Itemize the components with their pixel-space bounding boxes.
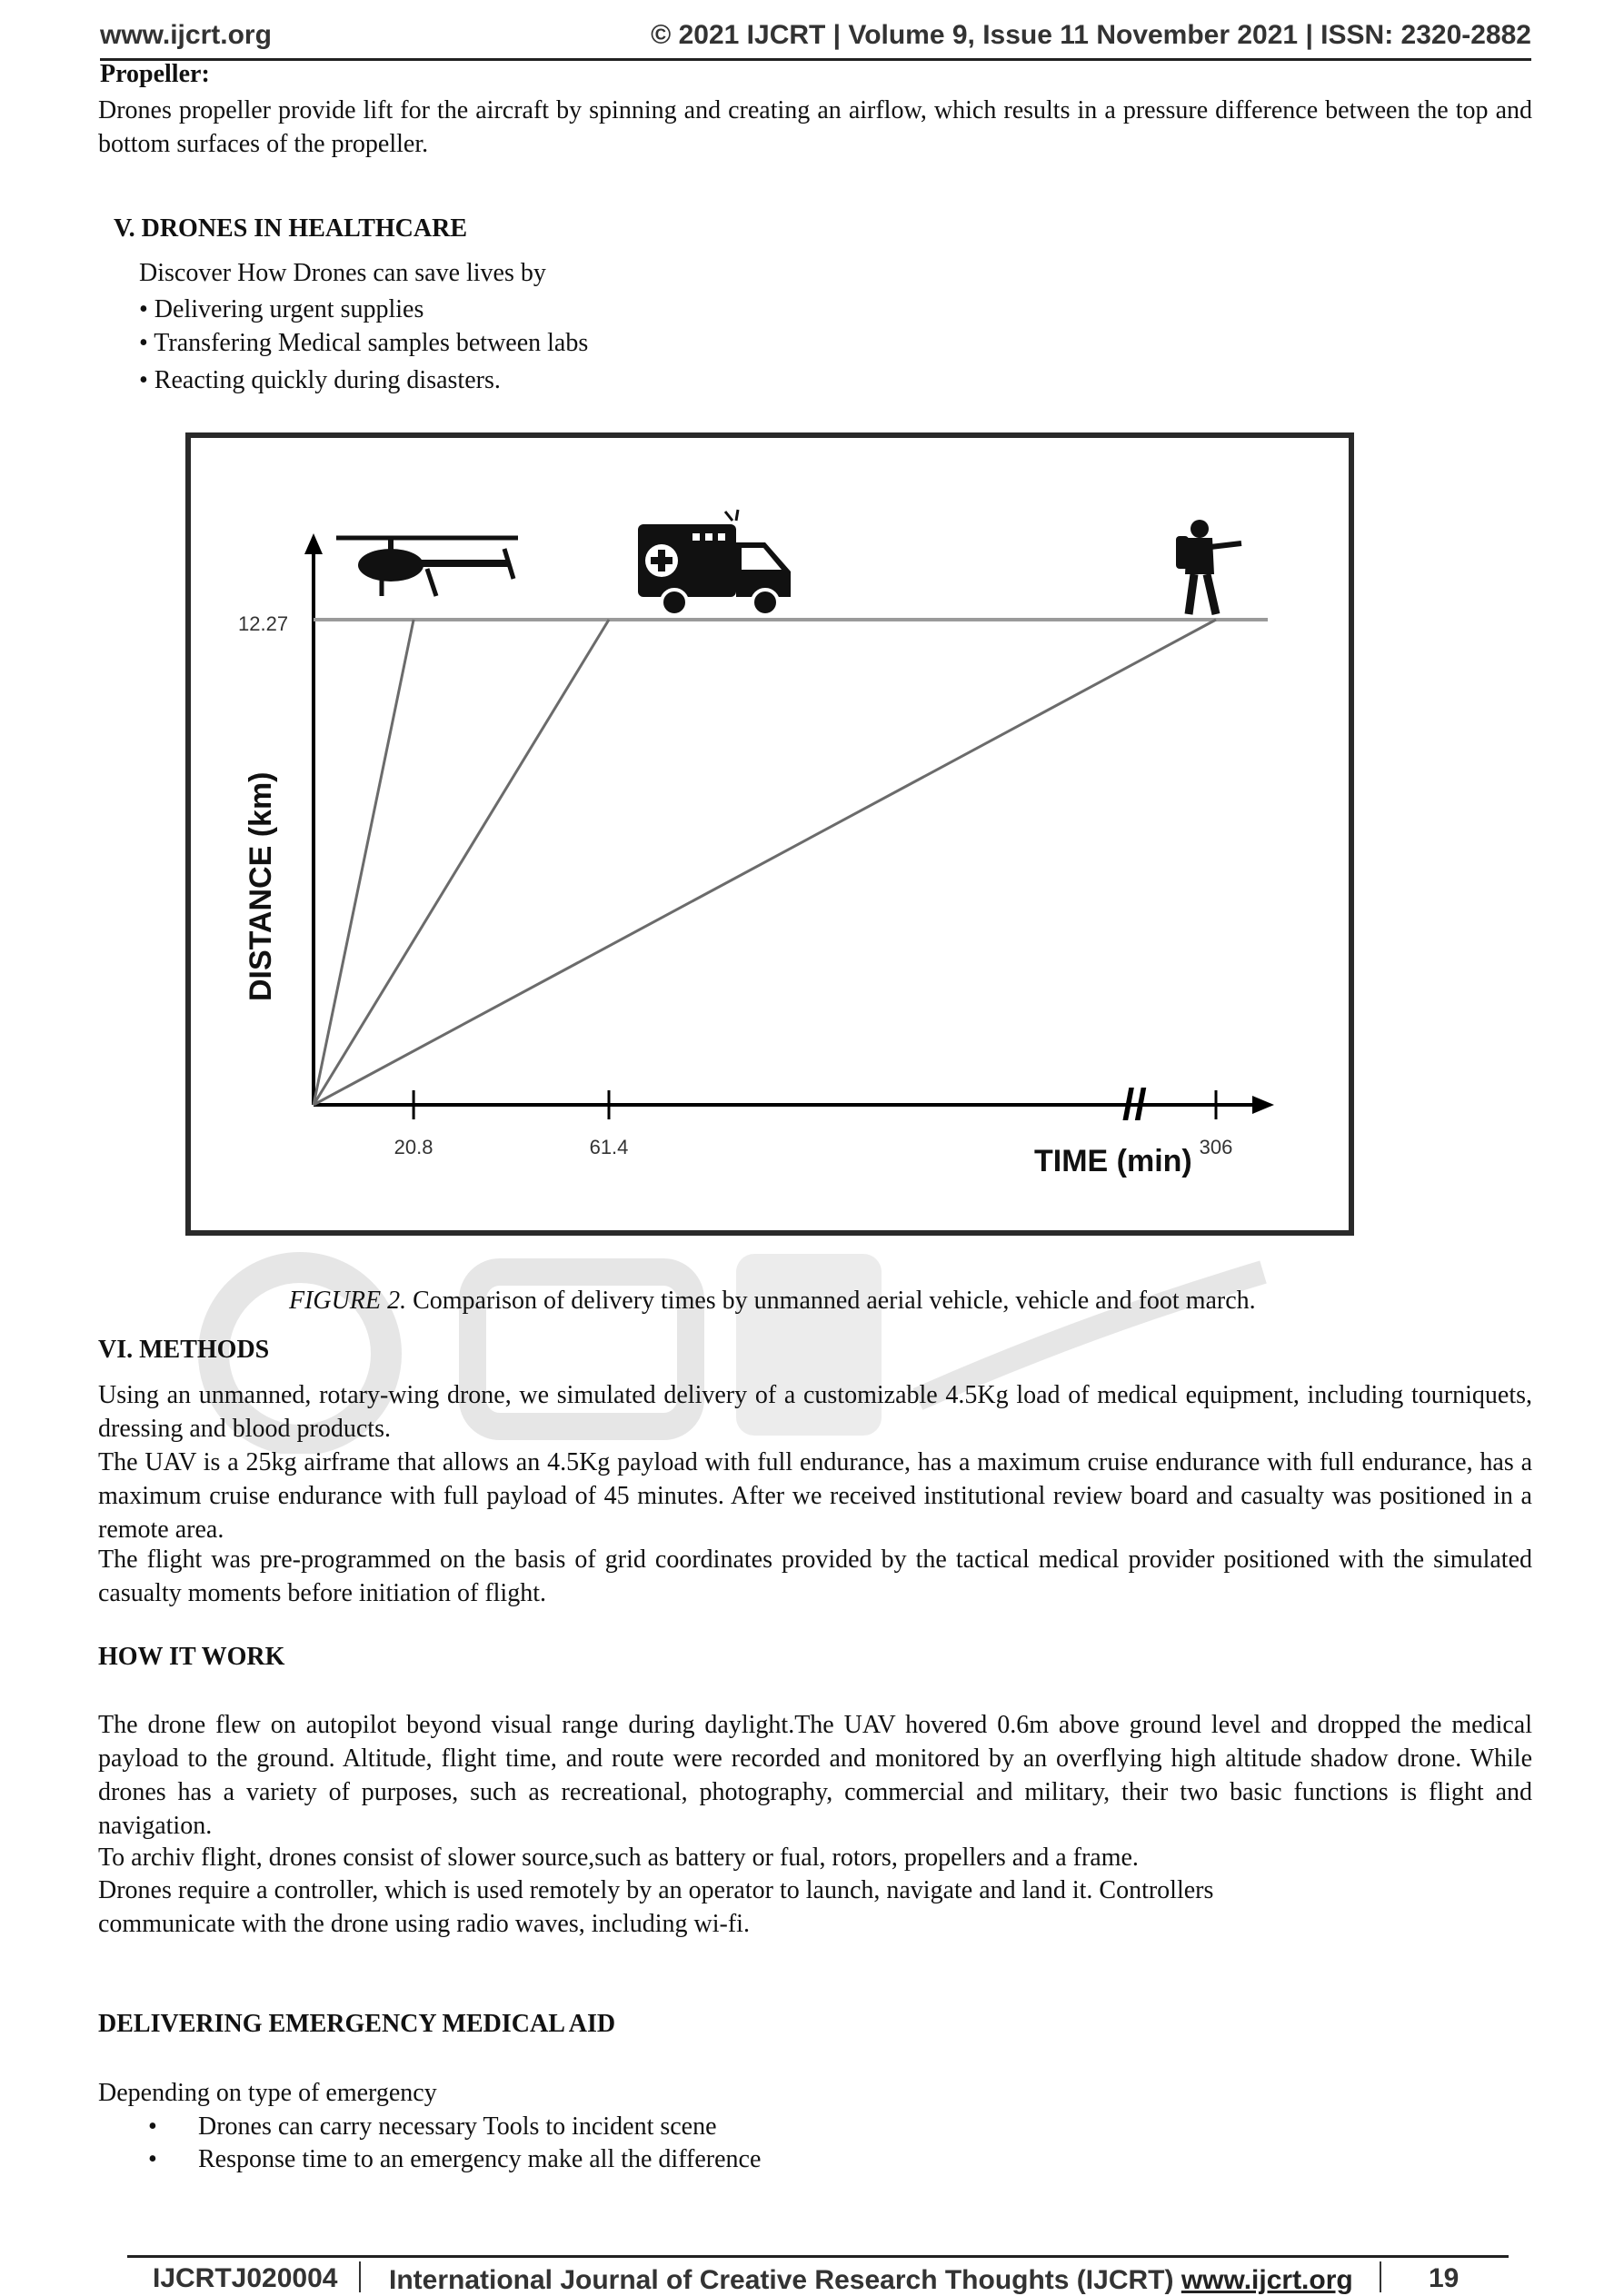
how-it-work-line-2: To archiv flight, drones consist of slower source,such as battery or fual, rotors, propellers and a frame. bbox=[98, 1844, 1139, 1872]
x-tick-label: 61.4 bbox=[589, 1136, 629, 1158]
x-tick-label: 20.8 bbox=[394, 1136, 433, 1158]
x-axis-title: TIME (min) bbox=[1034, 1144, 1192, 1178]
emergency-aid-intro: Depending on type of emergency bbox=[98, 2079, 437, 2107]
emergency-aid-heading: DELIVERING EMERGENCY MEDICAL AID bbox=[98, 2010, 616, 2038]
page-number: 19 bbox=[1429, 2263, 1460, 2293]
citation-line: © 2021 IJCRT | Volume 9, Issue 11 November 2021 | ISSN: 2320-2882 bbox=[651, 20, 1531, 50]
section-vi-heading: VI. METHODS bbox=[98, 1336, 270, 1364]
y-axis-title: DISTANCE (km) bbox=[244, 771, 278, 1001]
series-line-1 bbox=[314, 620, 413, 1105]
how-it-work-line-4: communicate with the drone using radio waves, including wi-fi. bbox=[98, 1910, 750, 1938]
journal-link[interactable]: www.ijcrt.org bbox=[1181, 2265, 1353, 2295]
methods-paragraph-1: Using an unmanned, rotary-wing drone, we simulated delivery of a customizable 4.5Kg load of medical equipment, including tourniquets, dressing and blood products. bbox=[98, 1381, 1532, 1443]
section-v-intro: Discover How Drones can save lives by bbox=[139, 259, 546, 287]
emergency-aid-bullet-1: Drones can carry necessary Tools to incident scene bbox=[198, 2112, 717, 2141]
section-v-bullet-1: • Delivering urgent supplies bbox=[139, 295, 424, 323]
x-axis-arrow bbox=[1252, 1096, 1274, 1114]
journal-name bbox=[389, 2265, 1353, 2296]
helicopter-drone-icon bbox=[336, 538, 518, 596]
section-v-bullet-2: • Transfering Medical samples between labs bbox=[139, 329, 589, 357]
figure-caption-label: FIGURE 2. bbox=[289, 1287, 407, 1315]
journal-title: International Journal of Creative Research Thoughts (IJCRT) bbox=[389, 2265, 1181, 2295]
page-header bbox=[100, 16, 1531, 61]
how-it-work-heading: HOW IT WORK bbox=[98, 1643, 285, 1671]
section-v-bullet-3: • Reacting quickly during disasters. bbox=[139, 366, 501, 394]
methods-paragraph-3: The flight was pre-programmed on the basis of grid coordinates provided by the tactical medical provider positioned with the simulated casualty moments before initiation of flight. bbox=[98, 1546, 1532, 1607]
bullet-symbol: • bbox=[148, 2112, 157, 2141]
figure-2 bbox=[185, 432, 1354, 1236]
figure-caption-text: Comparison of delivery times by unmanned aerial vehicle, vehicle and foot march. bbox=[406, 1287, 1256, 1315]
figure-caption bbox=[289, 1284, 1256, 1317]
how-it-work-paragraph: The drone flew on autopilot beyond visual range during daylight.The UAV hovered 0.6m above ground level and dropped the medical payload to the ground. Altitude, flight time, and route were recorded and monitored by an overflying high altitude shadow drone. While drones has a variety of purposes, such as recreational, photography, commercial and military, their two basic functions is flight and navigation. bbox=[98, 1711, 1532, 1840]
page-footer bbox=[127, 2255, 1509, 2294]
soldier-on-foot-icon bbox=[1176, 520, 1241, 614]
site-url[interactable]: www.ijcrt.org bbox=[100, 20, 272, 50]
footer-divider bbox=[1380, 2261, 1381, 2292]
x-tick-label: 306 bbox=[1199, 1136, 1233, 1158]
y-tick-label: 12.27 bbox=[238, 612, 289, 635]
paper-id: IJCRTJ020004 bbox=[153, 2263, 338, 2293]
section-v-heading: V. DRONES IN HEALTHCARE bbox=[114, 214, 467, 243]
bullet-symbol: • bbox=[148, 2145, 157, 2173]
ambulance-icon bbox=[638, 510, 791, 615]
delivery-time-chart bbox=[191, 438, 1349, 1230]
y-axis-arrow bbox=[304, 533, 323, 554]
axis-break-mark: // bbox=[1122, 1081, 1147, 1129]
propeller-paragraph: Drones propeller provide lift for the aircraft by spinning and creating an airflow, which results in a pressure difference between the top and bottom surfaces of the propeller. bbox=[98, 96, 1532, 158]
emergency-aid-bullet-2: Response time to an emergency make all the difference bbox=[198, 2145, 762, 2173]
methods-paragraph-2: The UAV is a 25kg airframe that allows an 4.5Kg payload with full endurance, has a maximum cruise endurance with full endurance, has a maximum cruise endurance with full payload of 45 minutes. After we received institutional review board and casualty was positioned in a remote area. bbox=[98, 1448, 1532, 1544]
series-line-2 bbox=[314, 620, 609, 1105]
how-it-work-line-3: Drones require a controller, which is used remotely by an operator to launch, navigate and land it. Controllers bbox=[98, 1876, 1214, 1904]
propeller-heading: Propeller: bbox=[100, 60, 210, 88]
series-line-3 bbox=[314, 620, 1216, 1105]
footer-divider bbox=[359, 2261, 361, 2292]
